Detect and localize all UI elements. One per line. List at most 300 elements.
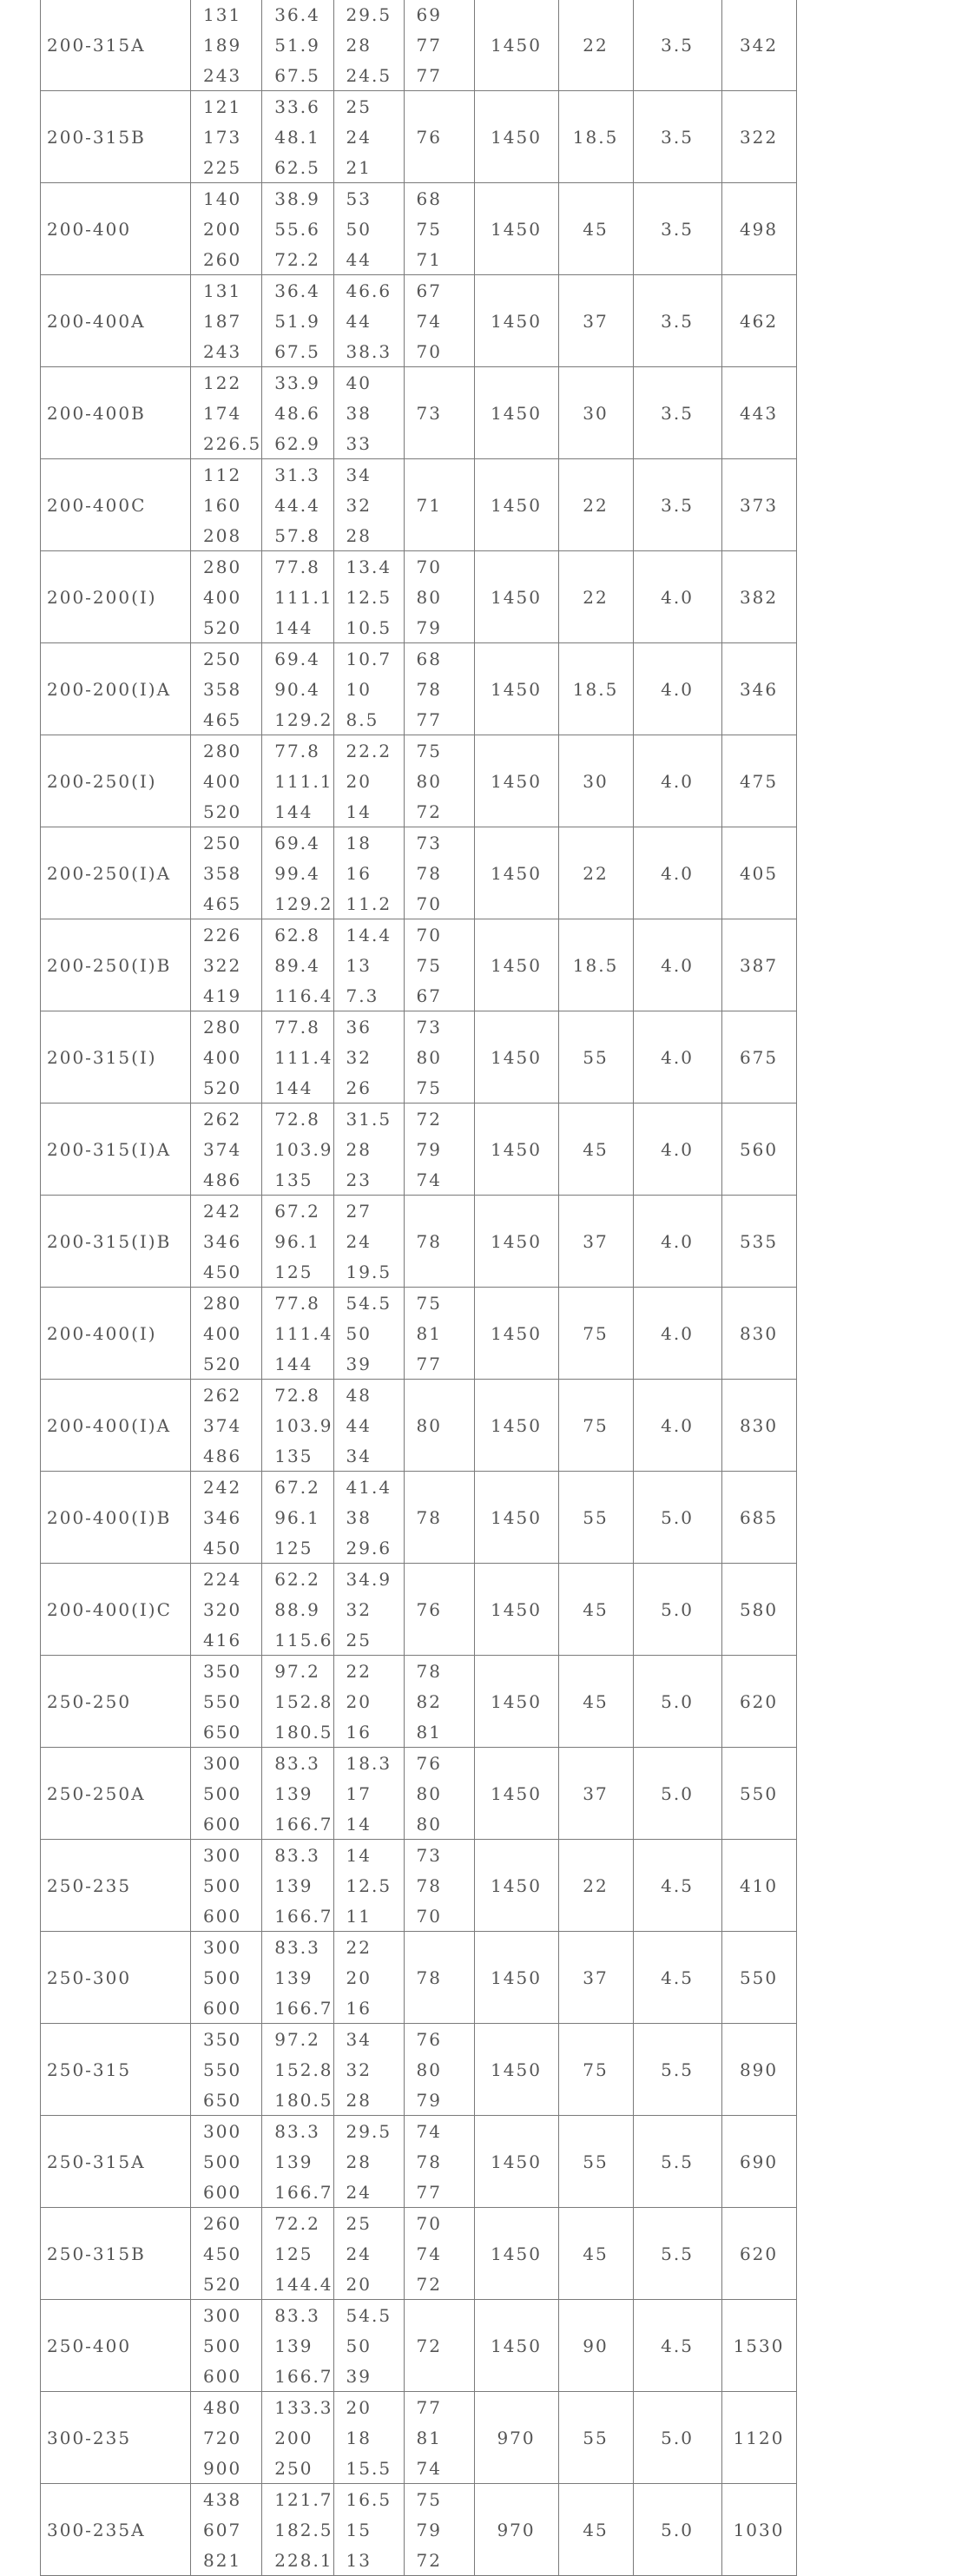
efficiency-cell-value: 72 bbox=[416, 2549, 442, 2571]
weight-cell-value: 620 bbox=[739, 1690, 779, 1712]
weight-cell bbox=[721, 551, 796, 643]
efficiency-cell-value: 71 bbox=[416, 248, 442, 270]
flow-ls-cell-value: 111.4 bbox=[274, 1046, 333, 1068]
head-cell bbox=[333, 1011, 404, 1104]
npsh-cell bbox=[633, 1748, 721, 1840]
speed-cell-value: 1450 bbox=[491, 1598, 542, 1620]
head-cell-value: 32 bbox=[346, 494, 372, 516]
flow-cell-value: 160 bbox=[203, 494, 242, 516]
head-cell-value: 11.2 bbox=[346, 893, 392, 914]
model-label: 250-315 bbox=[47, 2059, 132, 2080]
flow-cell-values bbox=[191, 643, 261, 735]
flow-ls-cell-value: 67.2 bbox=[274, 1476, 320, 1498]
efficiency-cell-value: 68 bbox=[416, 648, 442, 669]
head-cell-value: 28 bbox=[346, 524, 372, 546]
efficiency-cell-values bbox=[405, 2024, 474, 2115]
table-row bbox=[41, 2300, 797, 2392]
flow-ls-cell-value: 103.9 bbox=[274, 1138, 333, 1160]
head-cell-value: 19.5 bbox=[346, 1261, 392, 1282]
npsh-cell bbox=[633, 2024, 721, 2116]
npsh-cell-value: 5.0 bbox=[661, 1782, 694, 1804]
flow-ls-cell-value: 55.6 bbox=[274, 218, 320, 240]
efficiency-cell-values bbox=[405, 551, 474, 642]
efficiency-cell-value: 70 bbox=[416, 924, 442, 945]
flow-ls-cell-value: 33.9 bbox=[274, 372, 320, 393]
head-cell-value: 40 bbox=[346, 372, 372, 393]
head-cell-values bbox=[334, 367, 404, 458]
efficiency-cell-value: 74 bbox=[416, 1169, 442, 1190]
efficiency-cell-value: 75 bbox=[416, 218, 442, 240]
weight-cell-value: 685 bbox=[739, 1506, 779, 1528]
flow-cell-value: 607 bbox=[203, 2519, 242, 2540]
flow-ls-cell bbox=[262, 0, 333, 91]
efficiency-cell-values bbox=[405, 2208, 474, 2299]
head-cell-value: 25 bbox=[346, 96, 372, 117]
model-cell bbox=[41, 2208, 191, 2300]
efficiency-cell-value: 78 bbox=[416, 1230, 442, 1252]
power-cell-value: 45 bbox=[583, 1598, 609, 1620]
efficiency-cell bbox=[404, 919, 474, 1011]
head-cell-value: 29.6 bbox=[346, 1537, 392, 1558]
flow-cell-value: 520 bbox=[203, 1353, 242, 1374]
pump-spec-table bbox=[40, 0, 797, 2576]
power-cell bbox=[558, 2116, 633, 2208]
head-cell bbox=[333, 2208, 404, 2300]
speed-cell-value: 1450 bbox=[491, 494, 542, 516]
weight-cell bbox=[721, 1196, 796, 1288]
flow-ls-cell-value: 139 bbox=[274, 2335, 313, 2356]
flow-ls-cell-value: 111.1 bbox=[274, 586, 333, 608]
head-cell-value: 39 bbox=[346, 1353, 372, 1374]
flow-ls-cell-values bbox=[262, 1840, 333, 1931]
efficiency-cell-value: 76 bbox=[416, 1752, 442, 1774]
flow-ls-cell-value: 48.6 bbox=[274, 402, 320, 424]
head-cell-value: 34 bbox=[346, 2028, 372, 2050]
speed-cell-value: 970 bbox=[497, 2519, 536, 2540]
head-cell-value: 24 bbox=[346, 2243, 372, 2264]
power-cell-value: 22 bbox=[583, 494, 609, 516]
efficiency-cell bbox=[404, 275, 474, 367]
head-cell-value: 14.4 bbox=[346, 924, 392, 945]
flow-ls-cell bbox=[262, 827, 333, 919]
power-cell bbox=[558, 2208, 633, 2300]
power-cell-value: 22 bbox=[583, 1874, 609, 1896]
power-cell bbox=[558, 2024, 633, 2116]
flow-cell-value: 900 bbox=[203, 2457, 242, 2479]
head-cell-value: 38.3 bbox=[346, 340, 392, 362]
efficiency-cell-value: 73 bbox=[416, 832, 442, 853]
flow-ls-cell-value: 97.2 bbox=[274, 1660, 320, 1682]
flow-cell-value: 500 bbox=[203, 1782, 242, 1804]
efficiency-cell-value: 75 bbox=[416, 1077, 442, 1098]
efficiency-cell-value: 78 bbox=[416, 862, 442, 884]
flow-cell bbox=[191, 367, 262, 459]
head-cell-values bbox=[334, 459, 404, 550]
head-cell-values bbox=[334, 2300, 404, 2391]
table-row bbox=[41, 0, 797, 91]
speed-cell bbox=[474, 1564, 558, 1656]
head-cell-values bbox=[334, 551, 404, 642]
flow-cell-value: 720 bbox=[203, 2427, 242, 2448]
power-cell bbox=[558, 1748, 633, 1840]
npsh-cell-value: 4.0 bbox=[661, 586, 694, 608]
model-label: 300-235A bbox=[47, 2519, 146, 2540]
flow-ls-cell-value: 111.4 bbox=[274, 1322, 333, 1344]
npsh-cell bbox=[633, 275, 721, 367]
head-cell-values bbox=[334, 1748, 404, 1839]
flow-ls-cell-values bbox=[262, 551, 333, 642]
efficiency-cell bbox=[404, 643, 474, 735]
npsh-cell-value: 3.5 bbox=[661, 218, 694, 240]
flow-ls-cell-value: 38.9 bbox=[274, 188, 320, 209]
weight-cell-value: 405 bbox=[739, 862, 779, 884]
head-cell bbox=[333, 459, 404, 551]
speed-cell-value: 1450 bbox=[491, 862, 542, 884]
flow-cell-value: 320 bbox=[203, 1598, 242, 1620]
flow-ls-cell bbox=[262, 367, 333, 459]
flow-cell-value: 520 bbox=[203, 2273, 242, 2295]
flow-cell-value: 400 bbox=[203, 770, 242, 792]
model-label: 200-315(I)A bbox=[47, 1138, 172, 1160]
head-cell-value: 53 bbox=[346, 188, 372, 209]
flow-cell bbox=[191, 2208, 262, 2300]
efficiency-cell bbox=[404, 2392, 474, 2484]
flow-cell-value: 450 bbox=[203, 1537, 242, 1558]
efficiency-cell-values bbox=[405, 827, 474, 919]
efficiency-cell-value: 81 bbox=[416, 2427, 442, 2448]
flow-ls-cell-value: 166.7 bbox=[274, 1813, 333, 1835]
flow-ls-cell-values bbox=[262, 1288, 333, 1379]
model-label: 200-315(I)B bbox=[47, 1230, 172, 1252]
npsh-cell-value: 4.0 bbox=[661, 1414, 694, 1436]
power-cell bbox=[558, 1011, 633, 1104]
npsh-cell bbox=[633, 91, 721, 183]
speed-cell bbox=[474, 275, 558, 367]
efficiency-cell-values bbox=[405, 643, 474, 735]
model-label: 200-400(I)B bbox=[47, 1506, 172, 1528]
model-cell bbox=[41, 367, 191, 459]
head-cell-value: 26 bbox=[346, 1077, 372, 1098]
npsh-cell bbox=[633, 183, 721, 275]
efficiency-cell bbox=[404, 827, 474, 919]
npsh-cell bbox=[633, 2208, 721, 2300]
speed-cell-value: 1450 bbox=[491, 1967, 542, 1988]
head-cell-values bbox=[334, 1656, 404, 1747]
flow-ls-cell bbox=[262, 275, 333, 367]
efficiency-cell-value: 75 bbox=[416, 2488, 442, 2510]
flow-cell bbox=[191, 91, 262, 183]
power-cell bbox=[558, 735, 633, 827]
power-cell-value: 37 bbox=[583, 310, 609, 332]
head-cell-value: 32 bbox=[346, 2059, 372, 2080]
flow-ls-cell bbox=[262, 1656, 333, 1748]
efficiency-cell-value: 77 bbox=[416, 1353, 442, 1374]
flow-ls-cell-value: 250 bbox=[274, 2457, 313, 2479]
efficiency-cell-value: 80 bbox=[416, 2059, 442, 2080]
flow-ls-cell bbox=[262, 2484, 333, 2576]
weight-cell bbox=[721, 1104, 796, 1196]
weight-cell bbox=[721, 827, 796, 919]
power-cell bbox=[558, 643, 633, 735]
weight-cell-value: 1030 bbox=[733, 2519, 785, 2540]
model-cell bbox=[41, 1011, 191, 1104]
head-cell-value: 33 bbox=[346, 432, 372, 454]
head-cell-value: 29.5 bbox=[346, 3, 392, 25]
flow-cell-value: 358 bbox=[203, 678, 242, 700]
power-cell bbox=[558, 2392, 633, 2484]
flow-ls-cell bbox=[262, 1380, 333, 1472]
head-cell-values bbox=[334, 275, 404, 366]
speed-cell bbox=[474, 2208, 558, 2300]
speed-cell bbox=[474, 1011, 558, 1104]
flow-cell-value: 500 bbox=[203, 2335, 242, 2356]
efficiency-cell-value: 80 bbox=[416, 1046, 442, 1068]
weight-cell-value: 830 bbox=[739, 1414, 779, 1436]
npsh-cell-value: 3.5 bbox=[661, 34, 694, 56]
speed-cell bbox=[474, 1656, 558, 1748]
head-cell-value: 28 bbox=[346, 34, 372, 56]
head-cell-value: 24.5 bbox=[346, 64, 392, 86]
flow-ls-cell bbox=[262, 1564, 333, 1656]
flow-ls-cell-value: 166.7 bbox=[274, 2365, 333, 2387]
flow-cell-values bbox=[191, 1472, 261, 1563]
speed-cell bbox=[474, 2300, 558, 2392]
power-cell-value: 45 bbox=[583, 2519, 609, 2540]
table-row bbox=[41, 1656, 797, 1748]
efficiency-cell-values bbox=[405, 2300, 474, 2391]
flow-cell bbox=[191, 1840, 262, 1932]
flow-ls-cell-value: 51.9 bbox=[274, 34, 320, 56]
weight-cell bbox=[721, 1840, 796, 1932]
model-cell bbox=[41, 1840, 191, 1932]
flow-ls-cell-value: 152.8 bbox=[274, 1690, 333, 1712]
head-cell bbox=[333, 91, 404, 183]
flow-cell-value: 550 bbox=[203, 1690, 242, 1712]
flow-ls-cell bbox=[262, 2116, 333, 2208]
flow-ls-cell-value: 67.2 bbox=[274, 1200, 320, 1222]
power-cell bbox=[558, 1656, 633, 1748]
flow-cell-values bbox=[191, 367, 261, 458]
head-cell-value: 25 bbox=[346, 1629, 372, 1650]
model-label: 200-250(I)A bbox=[47, 862, 172, 884]
power-cell bbox=[558, 1104, 633, 1196]
flow-cell-value: 520 bbox=[203, 800, 242, 822]
head-cell-value: 38 bbox=[346, 402, 372, 424]
efficiency-cell-values bbox=[405, 1748, 474, 1839]
flow-ls-cell-value: 31.3 bbox=[274, 464, 320, 485]
table-row bbox=[41, 735, 797, 827]
weight-cell-value: 535 bbox=[739, 1230, 779, 1252]
flow-ls-cell-value: 152.8 bbox=[274, 2059, 333, 2080]
weight-cell bbox=[721, 0, 796, 91]
power-cell-value: 37 bbox=[583, 1230, 609, 1252]
flow-cell-value: 242 bbox=[203, 1200, 242, 1222]
flow-cell-value: 374 bbox=[203, 1414, 242, 1436]
flow-cell-value: 208 bbox=[203, 524, 242, 546]
efficiency-cell-value: 78 bbox=[416, 1506, 442, 1528]
efficiency-cell-value: 70 bbox=[416, 1905, 442, 1927]
flow-ls-cell-value: 96.1 bbox=[274, 1230, 320, 1252]
npsh-cell bbox=[633, 2300, 721, 2392]
head-cell bbox=[333, 1104, 404, 1196]
flow-cell bbox=[191, 0, 262, 91]
head-cell-values bbox=[334, 1288, 404, 1379]
efficiency-cell bbox=[404, 1288, 474, 1380]
npsh-cell bbox=[633, 2116, 721, 2208]
speed-cell bbox=[474, 0, 558, 91]
efficiency-cell-value: 70 bbox=[416, 556, 442, 577]
head-cell-value: 25 bbox=[346, 2212, 372, 2234]
npsh-cell-value: 4.0 bbox=[661, 954, 694, 976]
flow-ls-cell-values bbox=[262, 1011, 333, 1103]
model-label: 200-400C bbox=[47, 494, 147, 516]
head-cell-values bbox=[334, 1104, 404, 1195]
power-cell-value: 75 bbox=[583, 1414, 609, 1436]
table-row bbox=[41, 2116, 797, 2208]
table-row bbox=[41, 827, 797, 919]
flow-cell-value: 280 bbox=[203, 1292, 242, 1314]
npsh-cell-value: 5.0 bbox=[661, 1690, 694, 1712]
weight-cell bbox=[721, 1656, 796, 1748]
weight-cell-value: 498 bbox=[739, 218, 779, 240]
flow-ls-cell-value: 62.9 bbox=[274, 432, 320, 454]
flow-ls-cell-values bbox=[262, 275, 333, 366]
weight-cell bbox=[721, 183, 796, 275]
flow-cell-value: 480 bbox=[203, 2396, 242, 2418]
table-row bbox=[41, 1011, 797, 1104]
npsh-cell bbox=[633, 0, 721, 91]
head-cell bbox=[333, 2024, 404, 2116]
power-cell-value: 18.5 bbox=[572, 678, 619, 700]
table-row bbox=[41, 183, 797, 275]
head-cell bbox=[333, 551, 404, 643]
flow-ls-cell-value: 62.5 bbox=[274, 156, 320, 178]
model-label: 250-250 bbox=[47, 1690, 132, 1712]
flow-cell-value: 262 bbox=[203, 1384, 242, 1406]
flow-ls-cell-value: 72.2 bbox=[274, 248, 320, 270]
model-cell bbox=[41, 0, 191, 91]
flow-ls-cell bbox=[262, 1104, 333, 1196]
flow-cell bbox=[191, 735, 262, 827]
table-row bbox=[41, 1564, 797, 1656]
flow-ls-cell-value: 96.1 bbox=[274, 1506, 320, 1528]
flow-cell-value: 500 bbox=[203, 2151, 242, 2172]
flow-cell-value: 600 bbox=[203, 2365, 242, 2387]
flow-cell bbox=[191, 2024, 262, 2116]
efficiency-cell bbox=[404, 1104, 474, 1196]
power-cell bbox=[558, 551, 633, 643]
flow-cell-values bbox=[191, 2300, 261, 2391]
npsh-cell bbox=[633, 1564, 721, 1656]
head-cell-value: 28 bbox=[346, 2151, 372, 2172]
npsh-cell bbox=[633, 2392, 721, 2484]
flow-ls-cell-value: 135 bbox=[274, 1169, 313, 1190]
speed-cell-value: 1450 bbox=[491, 678, 542, 700]
efficiency-cell-value: 80 bbox=[416, 1813, 442, 1835]
flow-cell bbox=[191, 1011, 262, 1104]
efficiency-cell bbox=[404, 459, 474, 551]
efficiency-cell-values bbox=[405, 2116, 474, 2207]
weight-cell bbox=[721, 1564, 796, 1656]
speed-cell bbox=[474, 2484, 558, 2576]
npsh-cell bbox=[633, 2484, 721, 2576]
efficiency-cell bbox=[404, 2024, 474, 2116]
flow-cell-value: 300 bbox=[203, 1752, 242, 1774]
flow-cell-value: 250 bbox=[203, 832, 242, 853]
efficiency-cell bbox=[404, 1564, 474, 1656]
efficiency-cell-value: 79 bbox=[416, 2519, 442, 2540]
flow-cell-value: 450 bbox=[203, 1261, 242, 1282]
head-cell-value: 10.5 bbox=[346, 616, 392, 638]
model-cell bbox=[41, 2024, 191, 2116]
head-cell-value: 14 bbox=[346, 1813, 372, 1835]
flow-ls-cell-values bbox=[262, 183, 333, 274]
flow-ls-cell-value: 83.3 bbox=[274, 2120, 320, 2142]
head-cell bbox=[333, 2300, 404, 2392]
speed-cell bbox=[474, 827, 558, 919]
flow-ls-cell-value: 125 bbox=[274, 1261, 313, 1282]
flow-cell-values bbox=[191, 459, 261, 550]
table-row bbox=[41, 551, 797, 643]
table-row bbox=[41, 1104, 797, 1196]
flow-cell-values bbox=[191, 1104, 261, 1195]
efficiency-cell-value: 78 bbox=[416, 1874, 442, 1896]
npsh-cell-value: 3.5 bbox=[661, 402, 694, 424]
npsh-cell bbox=[633, 1472, 721, 1564]
efficiency-cell-value: 77 bbox=[416, 2396, 442, 2418]
npsh-cell bbox=[633, 735, 721, 827]
weight-cell-value: 322 bbox=[739, 126, 779, 148]
speed-cell-value: 1450 bbox=[491, 1414, 542, 1436]
flow-cell-value: 200 bbox=[203, 218, 242, 240]
head-cell-values bbox=[334, 2116, 404, 2207]
flow-ls-cell-values bbox=[262, 1748, 333, 1839]
flow-ls-cell bbox=[262, 643, 333, 735]
npsh-cell-value: 5.0 bbox=[661, 1506, 694, 1528]
flow-ls-cell-values bbox=[262, 2024, 333, 2115]
head-cell-value: 22 bbox=[346, 1660, 372, 1682]
flow-cell-value: 438 bbox=[203, 2488, 242, 2510]
weight-cell bbox=[721, 643, 796, 735]
flow-cell-values bbox=[191, 2116, 261, 2207]
head-cell-values bbox=[334, 1932, 404, 2023]
head-cell-value: 22.2 bbox=[346, 740, 392, 761]
power-cell bbox=[558, 827, 633, 919]
weight-cell bbox=[721, 2208, 796, 2300]
model-cell bbox=[41, 183, 191, 275]
flow-cell-value: 250 bbox=[203, 648, 242, 669]
efficiency-cell-value: 79 bbox=[416, 1138, 442, 1160]
npsh-cell bbox=[633, 1380, 721, 1472]
flow-cell-values bbox=[191, 1380, 261, 1471]
flow-cell-value: 225 bbox=[203, 156, 242, 178]
table-row bbox=[41, 2024, 797, 2116]
model-label: 250-250A bbox=[47, 1782, 146, 1804]
npsh-cell-value: 5.5 bbox=[661, 2151, 694, 2172]
flow-cell-value: 173 bbox=[203, 126, 242, 148]
flow-ls-cell-values bbox=[262, 1656, 333, 1747]
flow-ls-cell-value: 77.8 bbox=[274, 556, 320, 577]
power-cell bbox=[558, 1932, 633, 2024]
weight-cell bbox=[721, 919, 796, 1011]
table-row bbox=[41, 2484, 797, 2576]
head-cell-value: 16 bbox=[346, 1721, 372, 1743]
head-cell-value: 13 bbox=[346, 2549, 372, 2571]
efficiency-cell-value: 70 bbox=[416, 340, 442, 362]
efficiency-cell-value: 74 bbox=[416, 2120, 442, 2142]
flow-ls-cell-value: 129.2 bbox=[274, 708, 333, 730]
power-cell-value: 55 bbox=[583, 1046, 609, 1068]
